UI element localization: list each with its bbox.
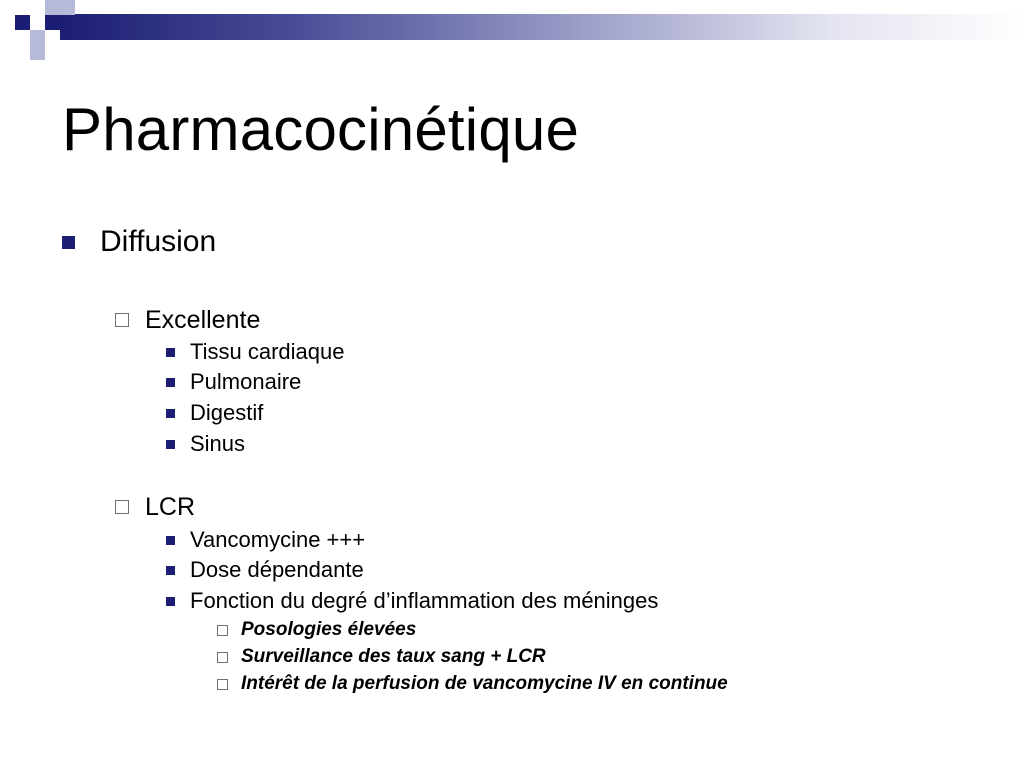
bullet-text: Diffusion [100, 225, 217, 258]
bullet-text: Dose dépendante [190, 557, 364, 582]
bullet-lcr [115, 492, 195, 522]
slide-title: Pharmacocinétique [62, 96, 580, 163]
hollow-square-bullet-icon [217, 625, 228, 636]
list-item [166, 588, 658, 614]
sub-list-item [217, 645, 546, 669]
sub-list-item [217, 672, 728, 696]
bullet-text: Vancomycine +++ [190, 527, 366, 552]
header-square-navy [15, 15, 30, 30]
bullet-text: Digestif [190, 400, 264, 425]
square-bullet-icon [166, 536, 175, 545]
header-gradient-band [60, 14, 1024, 40]
header-square-light [30, 45, 45, 60]
bullet-text: Surveillance des taux sang + LCR [241, 646, 546, 667]
bullet-text: Posologies élevées [241, 619, 417, 640]
header-square-light [45, 0, 60, 15]
list-item [166, 557, 364, 583]
bullet-text: Pulmonaire [190, 369, 302, 394]
bullet-excellente [115, 305, 260, 335]
bullet-text: Fonction du degré d’inflammation des méninges [190, 588, 659, 613]
bullet-text: Tissu cardiaque [190, 339, 345, 364]
header-square-light [60, 0, 75, 15]
list-item [166, 369, 301, 395]
square-bullet-icon [166, 348, 175, 357]
bullet-text: Intérêt de la perfusion de vancomycine IV en continue [241, 673, 728, 694]
square-bullet-icon [166, 378, 175, 387]
hollow-square-bullet-icon [115, 313, 129, 327]
sub-list-item [217, 618, 416, 642]
square-bullet-icon [62, 236, 75, 249]
bullet-diffusion [62, 224, 216, 260]
square-bullet-icon [166, 440, 175, 449]
square-bullet-icon [166, 566, 175, 575]
list-item [166, 400, 263, 426]
hollow-square-bullet-icon [115, 500, 129, 514]
hollow-square-bullet-icon [217, 679, 228, 690]
header-square-navy [45, 15, 60, 30]
list-item [166, 339, 344, 365]
bullet-text: Excellente [145, 305, 261, 334]
square-bullet-icon [166, 409, 175, 418]
header-square-light [30, 30, 45, 45]
list-item [166, 431, 245, 457]
bullet-text: LCR [145, 492, 196, 521]
square-bullet-icon [166, 597, 175, 606]
list-item [166, 527, 365, 553]
hollow-square-bullet-icon [217, 652, 228, 663]
bullet-text: Sinus [190, 431, 246, 456]
